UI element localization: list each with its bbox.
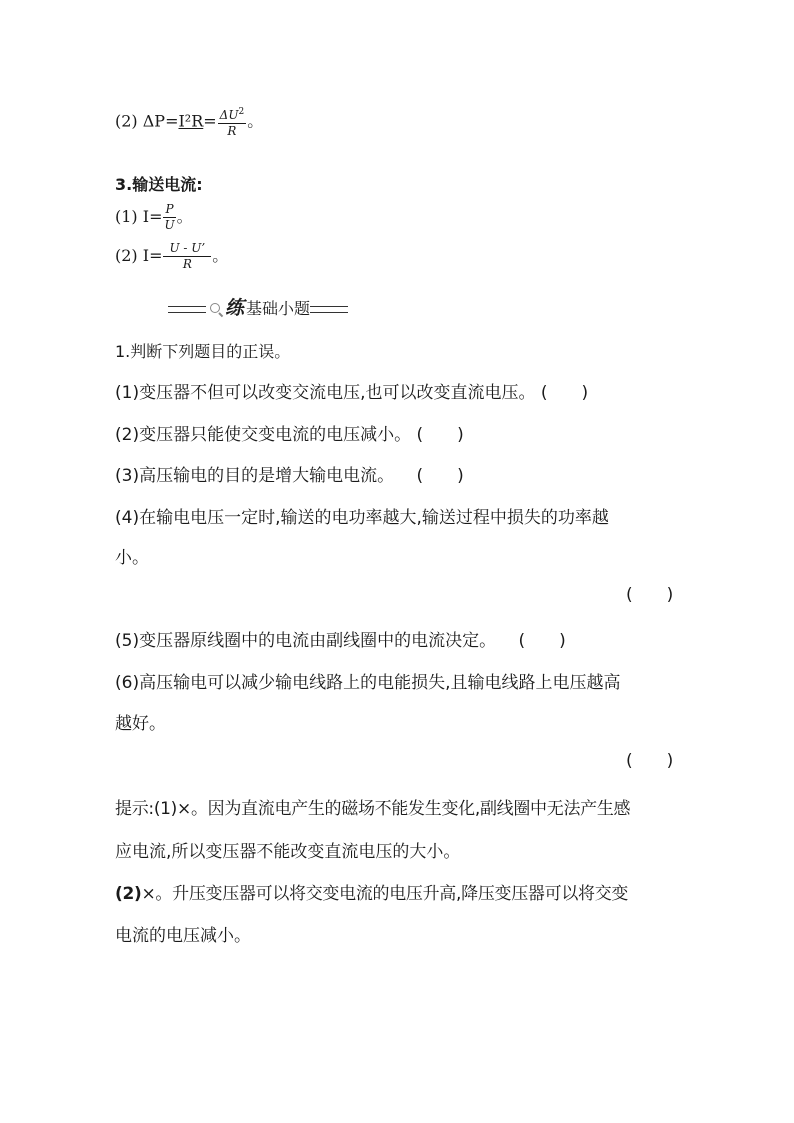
formula-prefix: (2) ΔP= (115, 111, 179, 131)
question-5: (5)变压器原线圈中的电流由副线圈中的电流决定。 ( ) (115, 631, 566, 651)
hint-2-text: ×。升压变压器可以将交变电流的电压升高,降压变压器可以将交变 (141, 884, 629, 904)
exponent: 2 (238, 107, 245, 117)
numerator: U - U’ (163, 241, 211, 257)
section-title: 3.输送电流: (115, 175, 203, 194)
fraction (218, 105, 247, 139)
formula-end: 。 (176, 207, 193, 226)
banner-left-rule (168, 306, 206, 313)
numerator: P (165, 202, 174, 216)
formula-prefix: (2) I= (115, 246, 163, 265)
question-6-line-2: 越好。 (115, 714, 166, 734)
banner-right-rule (310, 306, 348, 313)
question-4-line-2: 小。 (115, 548, 149, 568)
hint-2-line-1 (115, 879, 628, 904)
fraction (163, 202, 175, 233)
banner-char: 练 (225, 297, 245, 319)
hint-1-line-1: 提示:(1)×。因为直流电产生的磁场不能发生变化,副线圈中无法产生感 (115, 799, 631, 819)
question-2: (2)变压器只能使交变电流的电压减小。 ( ) (115, 425, 464, 445)
denominator: U (164, 218, 175, 232)
denominator: R (182, 257, 192, 271)
question-6-line-1: (6)高压输电可以减少输电线路上的电能损失,且输电线路上电压越高 (115, 673, 621, 693)
formula-prefix: (1) I= (115, 207, 163, 226)
hint-1-line-2: 应电流,所以变压器不能改变直流电压的大小。 (115, 842, 461, 862)
fraction (163, 241, 211, 272)
question-intro: 1.判断下列题目的正误。 (115, 342, 291, 361)
formula-current-1 (115, 202, 193, 233)
question-6-answer-paren: ( ) (626, 751, 674, 771)
question-3: (3)高压输电的目的是增大输电电流。 ( ) (115, 466, 464, 486)
hint-2-label: (2) (115, 884, 142, 904)
question-4-answer-paren: ( ) (626, 585, 674, 605)
denominator: R (227, 124, 237, 138)
formula-end: 。 (247, 111, 264, 131)
banner-text: 基础小题 (246, 299, 311, 318)
section-banner (168, 293, 348, 320)
question-1: (1)变压器不但可以改变交流电压,也可以改变直流电压。 ( ) (115, 383, 589, 403)
formula-power-loss (115, 105, 263, 139)
formula-i2r: I²R (178, 111, 204, 131)
numerator: ΔU (219, 108, 239, 122)
question-4-line-1: (4)在输电电压一定时,输送的电功率越大,输送过程中损失的功率越 (115, 508, 609, 528)
formula-current-2 (115, 241, 228, 272)
magnifier-icon (210, 303, 224, 317)
formula-eq: = (203, 111, 217, 131)
hint-2-line-2: 电流的电压减小。 (115, 926, 251, 946)
formula-end: 。 (212, 246, 229, 265)
